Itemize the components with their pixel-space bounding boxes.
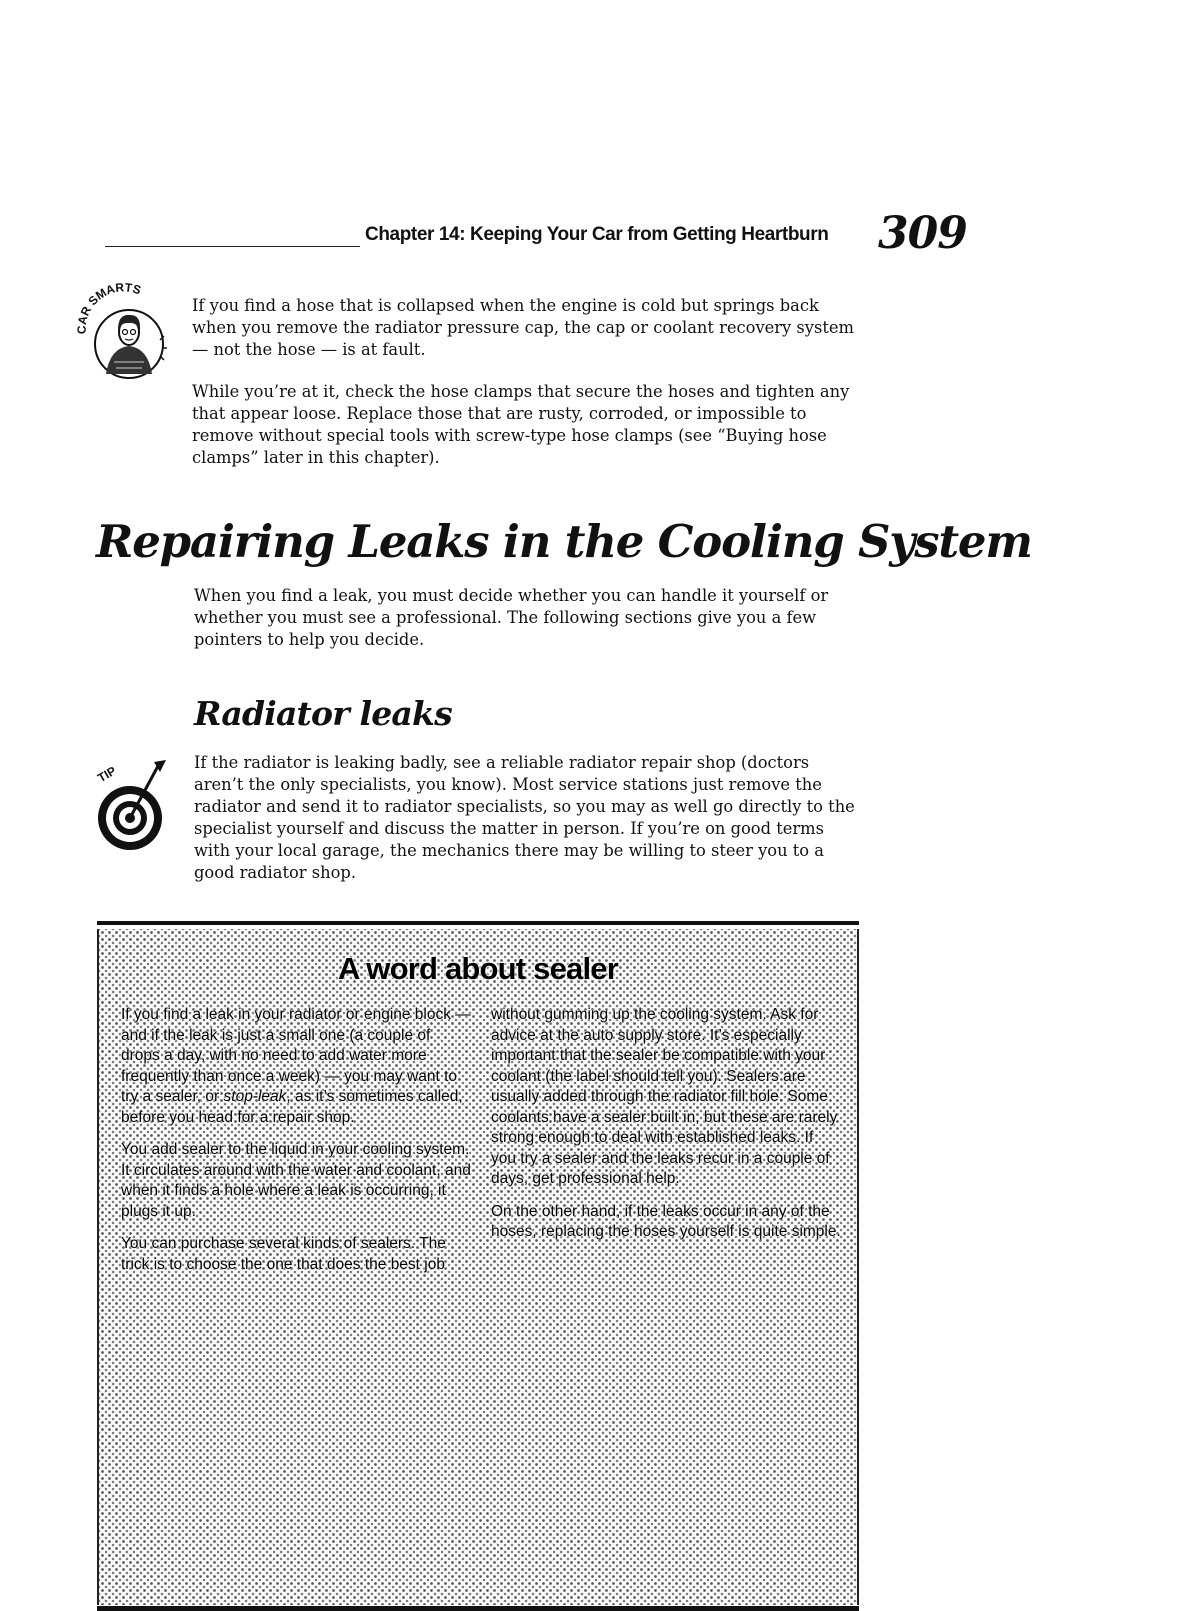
sidebar-paragraph: You add sealer to the liquid in your cooling system. It circulates around with the water and coolant, and when it finds a hole where a leak is occurring, it plugs it up. xyxy=(121,1141,471,1220)
car-smarts-icon xyxy=(74,282,184,382)
stop-leak-term: stop-leak xyxy=(223,1088,287,1105)
sidebar-left-column xyxy=(121,1005,471,1287)
sidebar-box xyxy=(97,929,859,1605)
sidebar-paragraph: without gumming up the cooling system. Ask for advice at the auto supply store. It’s especially important that the sealer be compatible with your coolant (the label should tell you). Sealers are usually added through the radiator fill hole. Some coolants have a sealer built in, but these are rarely strong enough to deal with established leaks. If you try a sealer and the leaks recur in a couple of days, get professional help. xyxy=(491,1006,838,1187)
subsection-heading: Radiator leaks xyxy=(194,694,452,733)
sidebar-right-column xyxy=(491,1005,841,1255)
hose-clamps-paragraph: While you’re at it, check the hose clamps that secure the hoses and tighten any that appear loose. Replace those that are rusty, corroded, or impossible to remove without special tools with screw-type hose clamps (see “Buying hose clamps” later in this chapter). xyxy=(192,382,850,467)
car-smarts-label: CAR SMARTS xyxy=(74,280,143,335)
sidebar-paragraph: You can purchase several kinds of sealers. The trick is to choose the one that does the best job xyxy=(121,1235,446,1273)
page-number: 309 xyxy=(878,208,967,259)
sidebar-top-rule xyxy=(97,921,859,925)
radiator-paragraph: If the radiator is leaking badly, see a reliable radiator repair shop (doctors aren’t the only specialists, you know). Most service stations just remove the radiator and send it to radiator specialists, so you may as well go directly to the specialist yourself and discuss the matter in person. If you’re on good terms with your local garage, the mechanics there may be willing to steer you to a good radiator shop. xyxy=(194,753,855,882)
header-rule xyxy=(105,246,360,247)
car-smarts-paragraph: If you find a hose that is collapsed when the engine is cold but springs back when you remove the radiator pressure cap, the cap or coolant recovery system — not the hose — is at fault. xyxy=(192,296,854,359)
section-intro: When you find a leak, you must decide whether you can handle it yourself or whether you must see a professional. The following sections give you a few pointers to help you decide. xyxy=(194,586,829,649)
sidebar-paragraph: On the other hand, if the leaks occur in any of the hoses, replacing the hoses yourself is quite simple. xyxy=(491,1202,841,1240)
sidebar-paragraph: If you find a leak in your radiator or engine block — and if the leak is just a small one (a couple of drops a day, with no need to add water more frequently than once a week) — you may want to try a sealer, or stop-leak, as it’s sometimes called, before you head for a repair shop. xyxy=(121,1006,471,1126)
section-heading: Repairing Leaks in the Cooling System xyxy=(96,515,1032,568)
tip-label: TIP xyxy=(95,763,119,786)
sidebar-bottom-rule xyxy=(97,1606,859,1611)
chapter-title: Chapter 14: Keeping Your Car from Getting Heartburn xyxy=(365,224,829,245)
sidebar-title: A word about sealer xyxy=(338,951,618,986)
tip-target-icon xyxy=(92,758,182,858)
